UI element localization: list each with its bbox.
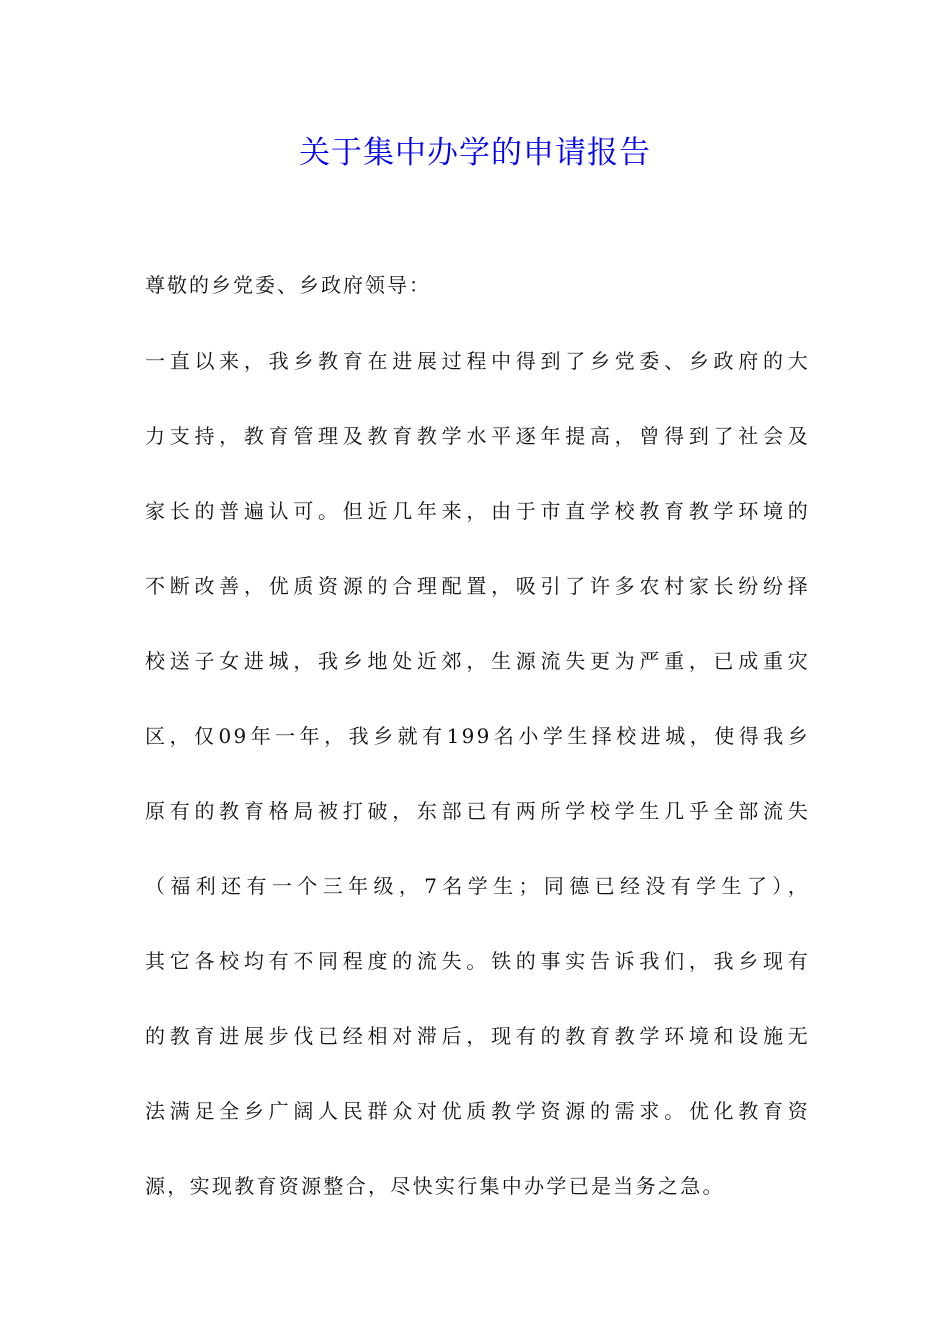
body-line: 法满足全乡广阔人民群众对优质教学资源的需求。优化教育资 <box>145 1099 810 1123</box>
document-title: 关于集中办学的申请报告 <box>299 135 651 171</box>
body-line: 区，仅09年一年，我乡就有199名小学生择校进城，使得我乡 <box>145 724 810 748</box>
body-line: 其它各校均有不同程度的流失。铁的事实告诉我们，我乡现有 <box>145 949 810 973</box>
body-line: 一直以来，我乡教育在进展过程中得到了乡党委、乡政府的大 <box>145 349 810 373</box>
body-line: 家长的普遍认可。但近几年来，由于市直学校教育教学环境的 <box>145 499 810 523</box>
body-line: 原有的教育格局被打破，东部已有两所学校学生几乎全部流失 <box>145 799 810 823</box>
body-line: 校送子女进城，我乡地处近郊，生源流失更为严重，已成重灾 <box>145 649 810 673</box>
body-line: 源，实现教育资源整合，尽快实行集中办学已是当务之急。 <box>145 1174 725 1198</box>
body-line: 的教育进展步伐已经相对滞后，现有的教育教学环境和设施无 <box>145 1024 810 1048</box>
body-line: 不断改善，优质资源的合理配置，吸引了许多农村家长纷纷择 <box>145 574 810 598</box>
salutation: 尊敬的乡党委、乡政府领导： <box>145 273 431 297</box>
body-line: （福利还有一个三年级，7名学生；同德已经没有学生了）， <box>145 874 810 898</box>
body-line: 力支持，教育管理及教育教学水平逐年提高，曾得到了社会及 <box>145 424 810 448</box>
body-text <box>145 341 810 1241</box>
